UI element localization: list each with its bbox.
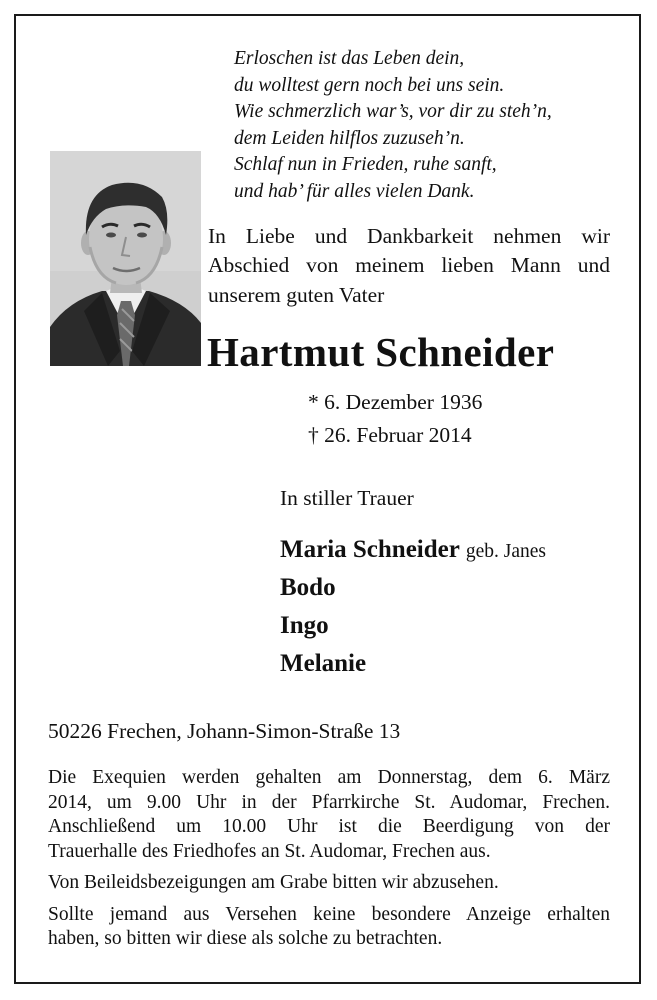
poem-line: Schlaf nun in Frieden, ruhe sanft, [234,154,497,176]
mourner-name: Bodo [280,574,336,601]
deceased-name: Hartmut Schneider [207,329,555,375]
mourning-heading: In stiller Trauer [280,486,414,510]
paragraph-line: haben, so bitten wir diese als solche zu betrachten. [48,928,443,949]
paragraph-line: 2014, um 9.00 Uhr in der Pfarrkirche St. Audomar, Frechen. [48,791,610,813]
paragraph-line: Anschließend um 10.00 Uhr ist die Beerdigung von der [48,816,610,837]
intro-line: In Liebe und Dankbarkeit nehmen wir [208,224,610,248]
poem [234,46,552,206]
poem-line: und hab’ für alles vielen Dank. [234,180,475,202]
poem-line: Erloschen ist das Leben dein, [234,48,465,69]
birth-date: * 6. Dezember 1936 [308,390,483,414]
paragraph-line: Sollte jemand aus Versehen keine besondere Anzeige erhalten [48,903,610,925]
mourner [280,645,546,683]
intro-line: unserem guten Vater [208,282,385,307]
mourners-list [280,531,546,683]
mourner-name: Melanie [280,650,367,677]
paragraph-line: Die Exequien werden gehalten am Donnerstag, dem 6. März [48,767,610,788]
funeral-details [48,766,610,959]
mourner [280,607,546,645]
mourner-name: Ingo [280,612,329,639]
life-dates [308,386,482,452]
paragraph-line: Von Beileidsbezeigungen am Grabe bitten wir abzusehen. [48,872,499,893]
poem-line: du wolltest gern noch bei uns sein. [234,74,505,96]
address: 50226 Frechen, Johann-Simon-Straße 13 [48,719,401,743]
mourner-name: Maria Schneider [280,536,460,563]
condolence-note [48,871,610,896]
poem-line: Wie schmerzlich war’s, vor dir zu steh’n, [234,101,552,123]
maiden-name-note: geb. Janes [465,541,546,562]
intro-line: Abschied von meinem lieben Mann und [208,253,610,278]
poem-line: dem Leiden hilflos zuzuseh’n. [234,127,465,149]
mourner [280,531,546,569]
mourner [280,569,546,607]
notice-note [48,903,610,952]
funeral-info-paragraph [48,766,610,864]
death-date: † 26. Februar 2014 [308,423,472,447]
paragraph-line: Trauerhalle des Friedhofes an St. Audomar, Frechen aus. [48,840,491,862]
intro-text [208,222,610,310]
portrait-photo [50,151,201,366]
